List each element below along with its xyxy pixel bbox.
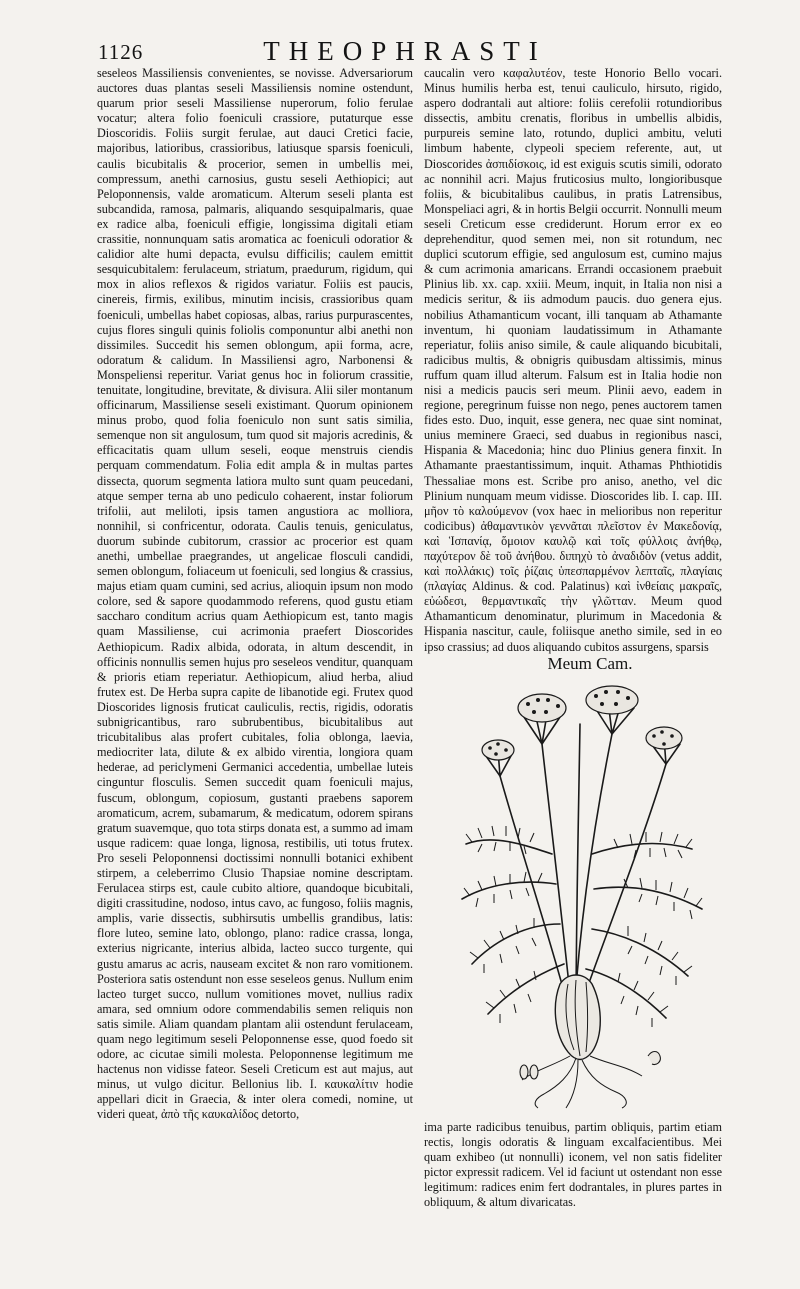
- right-column-lower-text: ima parte radicibus tenuibus, partim obliquis, partim etiam rectis, longis odoratis & linguam excalfacientibus. Mei quam exhibeo (ut nonnulli) iconem, vel non satis fideliter pictor expressit radicem. Vel id faciunt ut ostendant non esse legitimum: radices enim fert dodrantales, in plures partes in obliquum, & altum divaricatas.: [424, 1120, 722, 1210]
- right-text-column-upper: [424, 66, 722, 658]
- running-title: THEOPHRASTI: [263, 36, 547, 66]
- left-column-text: seseleos Massiliensis convenientes, se novisse. Adversariorum auctores duas plantas seseli Massiliensis nomine ostendunt, quarum prior seseli Massiliense nuperorum, folio ferulae vocatur; altera folio foeniculi crassiore, putaturque esse Dioscoridis. Foliis surgit ferulae, aut dauci Cretici facie, majoribus, latioribus, crassioribus, latiusque sparsis foeniculi, caulis bicubitalis & procerior, semen in umbellis mei, compressum, anethi carnosius, gustu seseli Aethiopici; aut Peloponnensis, valde aromaticum. Alterum seseli planta est subcandida, ramosa, palmaris, aliquando sesquipalmaris, quae ex radice alba, foeniculi effigie, longissima digitali etiam crassitie, nonnunquam satis aromatica ac foeniculi odoratior & calidior alte humi depacta, evulsu difficilis; caulem emittit sesquicubitalem: ferulaceum, striatum, praedurum, rigidum, qui mox in alios reflexos & rigidos variatur. Foliis est paucis, cinereis, firmis, exilibus, minutim incisis, crassioribus quam foeniculi, umbellas habet copiosas, albas, rarius purpurascentes, cujus flores singuli quinis foliolis componuntur albi anethi non dissimiles. Succedit his semen oblongum, apii forma, acre, odoratum & calidum. In Massiliensi agro, Narbonensi & Monspeliensi reperitur. Variat genus hoc in foliorum crassitie, tenuitate, longitudine, brevitate, & divisura. Alii siler montanum officinarum, Massiliense seseli existimant. Quorum opinionem minus probo, quod folia foeniculo non sunt satis similia, semenque non sit angulosum, tum quod sit majoris acredinis, & efficacitatis quam ullum seseli, eoque menstruis ciendis perquam commendatum. Folia edit ampla & in multas partes dissecta, quorum segmenta latiora multo sunt quam peucedani, atque semper terna ab uno pediculo cohaerent, instar foliorum trifolii, aut meliloti, ipsis tamen angustiora ac molliora, nonnihil, si confricentur, odorata. Caulis tenuis, geniculatus, duorum subinde cubitorum, crassior ac procerior est quam anethi, umbellae praegrandes, ut angelicae flosculi candidi, semen oblongum, foliaceum ut foeniculi, sed longius & crassius, majus etiam quam cumini, sed acrius, alioquin ipsum non modo colore, sed & sapore quodammodo referens, quod gustu etiam saccharo conditum acrius quam Aethiopicum est, tanto magis quam Massiliense, cui acrimonia praefert Dioscorides Aethiopicum. Radix albida, odorata, in altum descendit, in officinis nonnullis semen hujus pro seseleos venditur, quanquam & prioris etiam reperiatur. Aethiopicum, aliud herba, aliud frutex est. De Herba supra capite de libanotide egi. Frutex quod Dioscorides lignosis fruticat cauliculis, rectis, rigidis, odoratis subnigricantibus, raro subrubentibus, bicubitalibus aut tricubitalibus alas profert cubitales, folia oblonga, laevia, mediocriter lata, dilute & ex albido virentia, longiora quam hederae, ad periclymeni Germanici accedentia, umbellae luteis cinguntur flosculis. Semen succedit quam foeniculi majus, fuscum, oblongum, copiosum, gustanti praebens saporem aromaticum, acrem, subamarum, & medicatum, odorem spirans gratum suavemque, quo tota stirps donata est, a summo ad imam usque radicem: quae longa, lignosa, restibilis, uti totus frutex. Pro seseli Peloponnensi doctissimi nonnulli botanici exhibent stirpem, a celeberrimo Clusio Thapsiae nomine descriptam. Ferulacea stirps est, caule cubito altiore, quandoque bicubitali, digiti crassitudine, nodoso, intus cavo, ac fungoso, foliis magnis, amplis, varie dissectis, subhirsutis umbellis grandibus, latis: flore luteo, semine lato, oblongo, plano: radice crassa, longa, exterius nigricante, interius albida, lacteo succo turgente, qui gustu amarus ac acris, nauseam excitet & non raro vomitionem. Posteriora satis ostendunt non esse seseleos genus. Nullum enim lacteo turget succo, nullum vomitiones movet, nullius radix amara, sed omnium odore commendabilis semen reliquis non satis simile. Aliam quandam plantam alii ostendunt ferulaceam, quam nego legitimum seseli Peloponnense esse, quod foedo sit odore, ac cicutae simili molesta. Peloponnense legitimum me hactenus non vidisse fateor. Seseli Creticum est aut majus, aut minus, ut vulgo dicitur. Bellonius lib. I. καυκαλίτιν hodie appellari dicit in Graecia, & inter olera comedi, nomine, ut videri queat, ἀπὸ τῆς καυκαλίδος detorto,: [97, 66, 413, 1122]
- figure-caption: Meum Cam.: [547, 654, 633, 673]
- meum-plant-icon: [452, 684, 716, 1112]
- right-text-column-lower: [424, 1120, 722, 1268]
- plant-woodcut-illustration: [452, 684, 716, 1112]
- page-number: 1126: [98, 40, 144, 64]
- left-text-column: [97, 66, 413, 1256]
- right-column-upper-text: caucalin vero καφαλυτέον, teste Honorio Bello vocari. Minus humilis herba est, tenui cauliculo, hirsuto, rigido, aspero dodrantali aut altiore: foliis cerefolii rotundioribus dissectis, ambitu crenatis, floribus in umbellis albidis, purpureis semine lato, rotundo, duplici ambitu, veluti limbum habente, clypeoli speciem referente, aut, ut Dioscorides ἀσπιδίσκοις, id est exiguis scutis simili, odorato ac nonnihil acri. Majus fruticosius multo, longioribusque foliis, & bicubitalibus caulibus, in pratis Latrensibus, Monspeliaci agri, & in hortis Belgii occurrit. Nonnulli meum seseli Creticum esse crediderunt. Horum error ex eo deprehenditur, quod semen mei, non sit rotundum, nec duplici scutorum effigie, sed angulosum est, cumino majus & cum acrimonia amaricans. Errandi occasionem praebuit Plinius lib. xx. cap. xxiii. Meum, inquit, in Italia non nisi a medicis seritur, & iis admodum paucis. duo genera ejus. nobilius Athamanticum vocant, illi tanquam ab Athamante inventum, hi quoniam laudatissimum in Athamante reperiatur, foliis aniso simile, & caule aliquando bicubitali, radicibus multis, & obnigris quibusdam altissimis, minus ruffum quam illud alterum. Falsum est in Italia hodie non nisi a medicis paucis seri meum. Plinii aevo, eadem in regione, peregrinum fuisse non nego, penes auctorem tamen fides esto. Duo, inquit, esse genera, nec quae sint nominat, unius meminere Graeci, sed duabus in regionibus nasci, Hispania & Macedonia; hinc duo Plinius genera finxit. In Athamante praestantissimum, inquit. Athamas Phthiotidis Thessaliae mons est. Scribe pro aniso, anetho, vel dic Plinium nunquam meum vidisse. Dioscorides lib. I. cap. III. μῆον τὸ καλούμενον (vox haec in melioribus non reperitur codicibus) ἀθαμαντικὸν γεννᾶται πλεῖστον ἐν Μακεδονίᾳ, καὶ Ἱσπανίᾳ, ὅμοιον καυλῷ καὶ τοῖς φύλλοις ἀνήθῳ, παχύτερον δὲ τοῦ ἀνήθου. διπηχὺ τὸ ἀναδιδὸν (vetus addit, καὶ πολλάκις) τοῖς ῥίζαις ὑπεσπαρμένον λεπταῖς, πλαγίαις (πλαγίας Aldinus. & cod. Palatinus) καὶ ἰνθείαις μακραῖς, εὐώδεσι, θερμαντικαῖς τὴν γλῶτταν. Meum quod Athamanticum denominatur, plurimum in Macedonia & Hispania nascitur, caule, foliisque anetho simile, sed in eo ipso crassius; ad duos aliquando cubitos assurgens, sparsis: [424, 66, 722, 654]
